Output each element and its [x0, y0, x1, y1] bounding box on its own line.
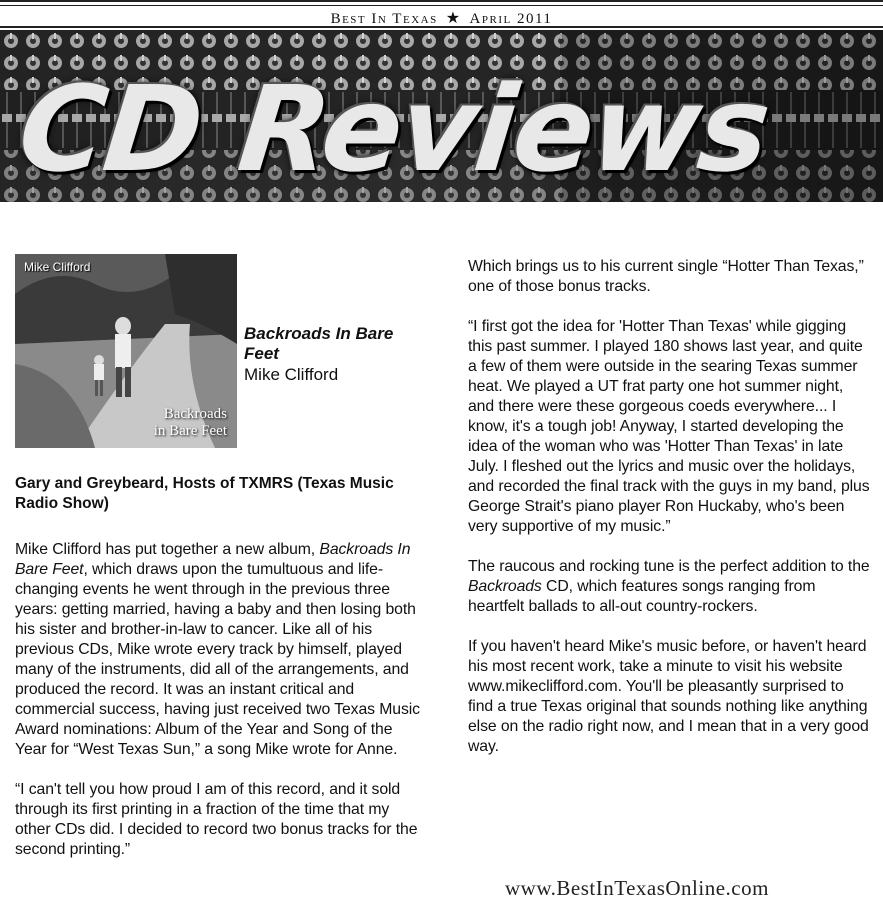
star-icon: ★ — [445, 10, 462, 27]
cover-title-line: in Bare Feet — [153, 422, 227, 439]
banner-title: CD Reviews — [12, 60, 775, 198]
paragraph-text: The raucous and rocking tune is the perfect addition to the — [468, 558, 870, 575]
album-info — [244, 324, 394, 386]
paragraph: If you haven't heard Mike's music before, or haven't heard his most recent work, take a minute to visit his website www.mikeclifford.com. You'll be pleasantly surprised to find a true Texas original that sounds nothing like anything else on the radio right now, and I mean that in a very good way. — [468, 638, 869, 755]
paragraph — [468, 557, 872, 617]
paragraph-text: , which draws upon the tumultuous and life-changing events he went through in the previous three years: getting married, having a baby and then losing both his sister and brother-in-law to cancer. Like all of his previous CDs, Mike wrote every track by himself, played many of the instruments, did all of the arrangements, and produced the record. It was an instant critical and commercial success, having just received two Texas Music Award nominations: Album of the Year and Song of the Year for “West Texas Sun,” a song Mike wrote for Anne. — [15, 561, 420, 758]
left-column — [15, 540, 420, 880]
cover-title-text — [154, 406, 227, 441]
masthead-rule — [0, 5, 883, 6]
paragraph: “I first got the idea for 'Hotter Than Texas' while gigging this past summer. I played 180 shows last year, and quite a few of them were outside in the searing Texas summer heat. We played a UT frat party one hot summer night, and there were these gorgeous coeds everywhere... I know, it's a tough job! Anyway, I started developing the idea of the woman who was 'Hotter Than Texas' in late July. I fleshed out the lyrics and music over the holidays, and recorded the final track with the guys in my band, plus George Strait's piano player Ron Huckaby, who's been very supportive of my music.” — [468, 318, 870, 535]
cd-reviews-banner — [0, 30, 883, 202]
paragraph — [15, 540, 420, 760]
publication-name: Best In Texas — [330, 11, 438, 27]
paragraph: “I can't tell you how proud I am of this record, and it sold through its first printing in a fraction of the time that my other CDs did. I decided to record two bonus tracks for the second printing.” — [15, 781, 418, 858]
issue-date: April 2011 — [469, 11, 553, 27]
paragraph-text: Mike Clifford has put together a new album, — [15, 541, 320, 558]
album-title: Backroads In Bare Feet — [244, 324, 394, 363]
footer-website-url: www.BestInTexasOnline.com — [505, 876, 769, 900]
album-artist: Mike Clifford — [244, 365, 339, 384]
masthead-line — [0, 8, 883, 28]
cover-title-line: Backroads — [163, 405, 227, 422]
album-title-inline: Backroads — [468, 578, 542, 595]
album-cover — [15, 254, 237, 448]
right-column — [468, 257, 872, 777]
masthead-bar — [0, 0, 883, 28]
review-byline: Gary and Greybeard, Hosts of TXMRS (Texas Music Radio Show) — [15, 475, 394, 512]
cover-artist-text: Mike Clifford — [24, 260, 91, 274]
paragraph-text: CD, which features songs ranging from heartfelt ballads to all-out country-rockers. — [468, 578, 816, 615]
album-title-inline: Backroads In Bare Feet — [15, 541, 411, 578]
paragraph: Which brings us to his current single “Hotter Than Texas,” one of those bonus tracks. — [468, 258, 864, 295]
